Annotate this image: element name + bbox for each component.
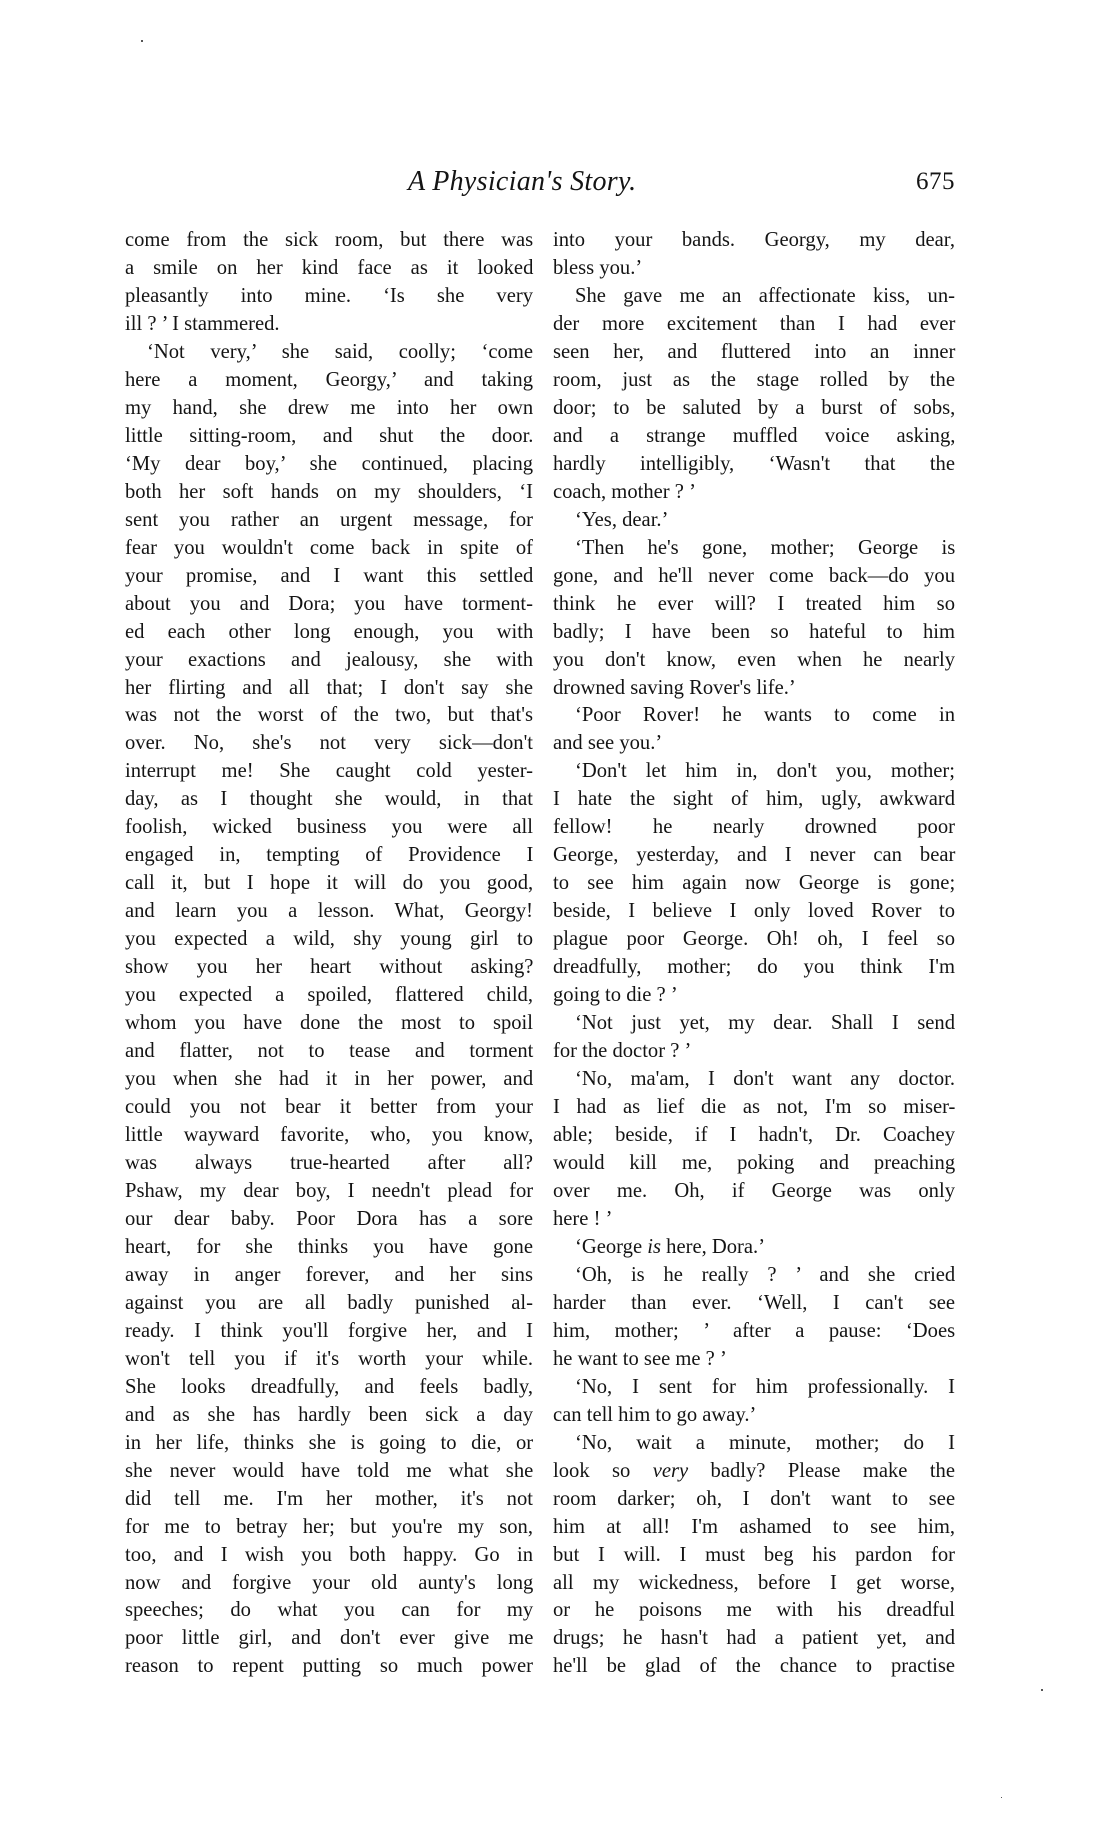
text-line: ‘My dear boy,’ she continued, placing — [125, 452, 534, 475]
running-head — [125, 164, 955, 200]
text-line: you expected a spoiled, flattered child, — [125, 984, 533, 1007]
text-line: your exactions and jealousy, she with — [125, 648, 533, 671]
text-line: or he poisons me with his dreadful — [553, 1599, 955, 1622]
text-line: he want to see me ? ’ — [553, 1347, 727, 1370]
text-line: come from the sick room, but there was — [125, 229, 534, 251]
scan-speck — [141, 40, 143, 42]
text-line: ‘No, ma'am, I don't want any doctor. — [575, 1068, 955, 1091]
text-line: going to die ? ’ — [553, 984, 678, 1007]
text-line: you expected a wild, shy young girl to — [125, 928, 533, 951]
text-line: ‘Poor Rover! he wants to come in — [575, 704, 955, 727]
text-line: plague poor George. Oh! oh, I feel so — [553, 928, 955, 951]
text-line: about you and Dora; you have torment- — [125, 592, 533, 615]
text-line: ‘Not just yet, my dear. Shall I send — [575, 1012, 955, 1035]
text-line: door; to be saluted by a burst of sobs, — [553, 396, 956, 419]
text-line: can tell him to go away.’ — [553, 1403, 757, 1426]
text-line: heart, for she thinks you have gone — [125, 1235, 533, 1258]
text-column-left — [125, 227, 533, 1681]
text-line: ‘Yes, dear.’ — [575, 508, 669, 531]
text-line: badly; I have been so hateful to him — [553, 620, 955, 643]
text-line: won't tell you if it's worth your while. — [125, 1347, 533, 1370]
text-line: ‘No, wait a minute, mother; do I — [575, 1431, 955, 1454]
text-line: hardly intelligibly, ‘Wasn't that the — [553, 452, 955, 475]
text-line: sent you rather an urgent message, for — [125, 508, 533, 531]
text-line: he'll be glad of the chance to practise — [553, 1655, 956, 1678]
text-line: both her soft hands on my shoulders, ‘I — [125, 480, 533, 503]
text-line: was not the worst of the two, but that's — [125, 704, 533, 727]
text-line: all my wickedness, before I get worse, — [553, 1571, 955, 1594]
text-line: ‘George is here, Dora.’ — [575, 1235, 766, 1258]
text-line: ready. I think you'll forgive her, and I — [125, 1319, 533, 1342]
text-line: beside, I believe I only loved Rover to — [553, 900, 955, 923]
text-line: little sitting-room, and shut the door. — [125, 424, 534, 447]
text-column-right — [553, 227, 955, 1681]
text-line: fear you wouldn't come back in spite of — [125, 536, 533, 559]
text-line: our dear baby. Poor Dora has a sore — [125, 1207, 533, 1230]
text-line: ‘Not very,’ she said, coolly; ‘come — [147, 340, 533, 363]
text-line: for the doctor ? ’ — [553, 1040, 692, 1063]
text-line: able; beside, if I hadn't, Dr. Coachey — [553, 1124, 955, 1146]
running-title: A Physician's Story. — [408, 166, 637, 197]
text-line: to see him again now George is gone; — [553, 872, 956, 895]
text-line: look so very badly? Please make the — [553, 1459, 955, 1482]
text-line: and a strange muffled voice asking, — [553, 424, 956, 447]
text-line: and flatter, not to tease and torment — [125, 1040, 534, 1063]
text-line: over me. Oh, if George was only — [553, 1179, 955, 1202]
text-line: show you her heart without asking? — [125, 956, 534, 979]
text-line: ‘Oh, is he really ? ’ and she cried — [575, 1263, 956, 1286]
text-line: for me to betray her; but you're my son, — [125, 1515, 533, 1538]
text-line: Pshaw, my dear boy, I needn't plead for — [125, 1179, 534, 1202]
page-number: 675 — [916, 168, 955, 195]
text-line: her flirting and all that; I don't say she — [125, 676, 533, 699]
text-line: was always true-hearted after all? — [125, 1151, 533, 1174]
text-line: in her life, thinks she is going to die, or — [125, 1431, 534, 1454]
text-line: fellow! he nearly drowned poor — [553, 816, 955, 839]
emphasis: very — [652, 1459, 689, 1482]
text-line: would kill me, poking and preaching — [553, 1151, 956, 1174]
text-line: and as she has hardly been sick a day — [125, 1403, 533, 1426]
text-line: here ! ’ — [553, 1207, 613, 1230]
text-line: seen her, and fluttered into an inner — [553, 340, 956, 363]
text-line: too, and I wish you both happy. Go in — [125, 1543, 533, 1566]
text-line: little wayward favorite, who, you know, — [125, 1124, 534, 1146]
text-line: drugs; he hasn't had a patient yet, and — [553, 1627, 956, 1650]
text-line: ‘No, I sent for him professionally. I — [575, 1375, 955, 1398]
text-line: room, just as the stage rolled by the — [553, 368, 955, 391]
text-line: I had as lief die as not, I'm so miser- — [553, 1096, 956, 1119]
text-line: harder than ever. ‘Well, I can't see — [553, 1291, 955, 1314]
text-line: gone, and he'll never come back—do you — [553, 564, 955, 587]
text-line: against you are all badly punished al- — [125, 1291, 533, 1314]
text-line: ‘Don't let him in, don't you, mother; — [575, 760, 955, 783]
text-line: think he ever will? I treated him so — [553, 592, 955, 615]
text-line: him at all! I'm ashamed to see him, — [553, 1515, 955, 1538]
text-line: der more excitement than I had ever — [553, 312, 956, 335]
text-line: dreadfully, mother; do you think I'm — [553, 956, 955, 979]
text-line: I hate the sight of him, ugly, awkward — [553, 788, 955, 811]
text-line: reason to repent putting so much power — [125, 1655, 533, 1678]
text-line: interrupt me! She caught cold yester- — [125, 760, 533, 783]
text-line: George, yesterday, and I never can bear — [553, 844, 956, 867]
text-line: here a moment, Georgy,’ and taking — [125, 368, 533, 391]
text-line: could you not bear it better from your — [125, 1096, 533, 1119]
text-line: now and forgive your old aunty's long — [125, 1571, 534, 1594]
text-line: away in anger forever, and her sins — [125, 1263, 533, 1286]
text-line: She looks dreadfully, and feels badly, — [125, 1375, 533, 1398]
text-line: him, mother; ’ after a pause: ‘Does — [553, 1319, 956, 1342]
text-line: whom you have done the most to spoil — [125, 1012, 533, 1035]
text-line: ill ? ’ I stammered. — [125, 312, 280, 335]
text-line: speeches; do what you can for my — [125, 1599, 534, 1622]
text-line: room darker; oh, I don't want to see — [553, 1487, 956, 1510]
text-line: over. No, she's not very sick—don't — [125, 732, 533, 755]
text-line: you when she had it in her power, and — [125, 1068, 534, 1091]
text-line: ed each other long enough, you with — [125, 620, 534, 643]
text-line: did tell me. I'm her mother, it's not — [125, 1487, 533, 1510]
emphasis: is — [647, 1235, 661, 1258]
text-line: drowned saving Rover's life.’ — [553, 676, 796, 699]
text-line: bless you.’ — [553, 256, 643, 279]
scan-speck — [1041, 1689, 1043, 1691]
text-line: foolish, wicked business you were all — [125, 816, 533, 839]
text-line: into your bands. Georgy, my dear, — [553, 229, 955, 251]
text-line: She gave me an affectionate kiss, un- — [575, 284, 955, 307]
text-line: and see you.’ — [553, 732, 663, 755]
text-line: pleasantly into mine. ‘Is she very — [125, 284, 533, 307]
text-line: you don't know, even when he nearly — [553, 648, 956, 671]
text-line: day, as I thought she would, in that — [125, 788, 533, 811]
text-line: call it, but I hope it will do you good, — [125, 872, 534, 895]
text-line: my hand, she drew me into her own — [125, 396, 534, 419]
text-line: she never would have told me what she — [125, 1459, 534, 1482]
text-line: poor little girl, and don't ever give me — [125, 1627, 534, 1650]
text-line: but I will. I must beg his pardon for — [553, 1543, 955, 1566]
scan-speck — [1001, 1797, 1002, 1798]
text-line: a smile on her kind face as it looked — [125, 256, 534, 279]
text-line: your promise, and I want this settled — [125, 564, 534, 587]
text-line: coach, mother ? ’ — [553, 480, 696, 503]
text-line: and learn you a lesson. What, Georgy! — [125, 900, 533, 923]
text-line: ‘Then he's gone, mother; George is — [575, 536, 956, 559]
text-line: engaged in, tempting of Providence I — [125, 844, 534, 867]
